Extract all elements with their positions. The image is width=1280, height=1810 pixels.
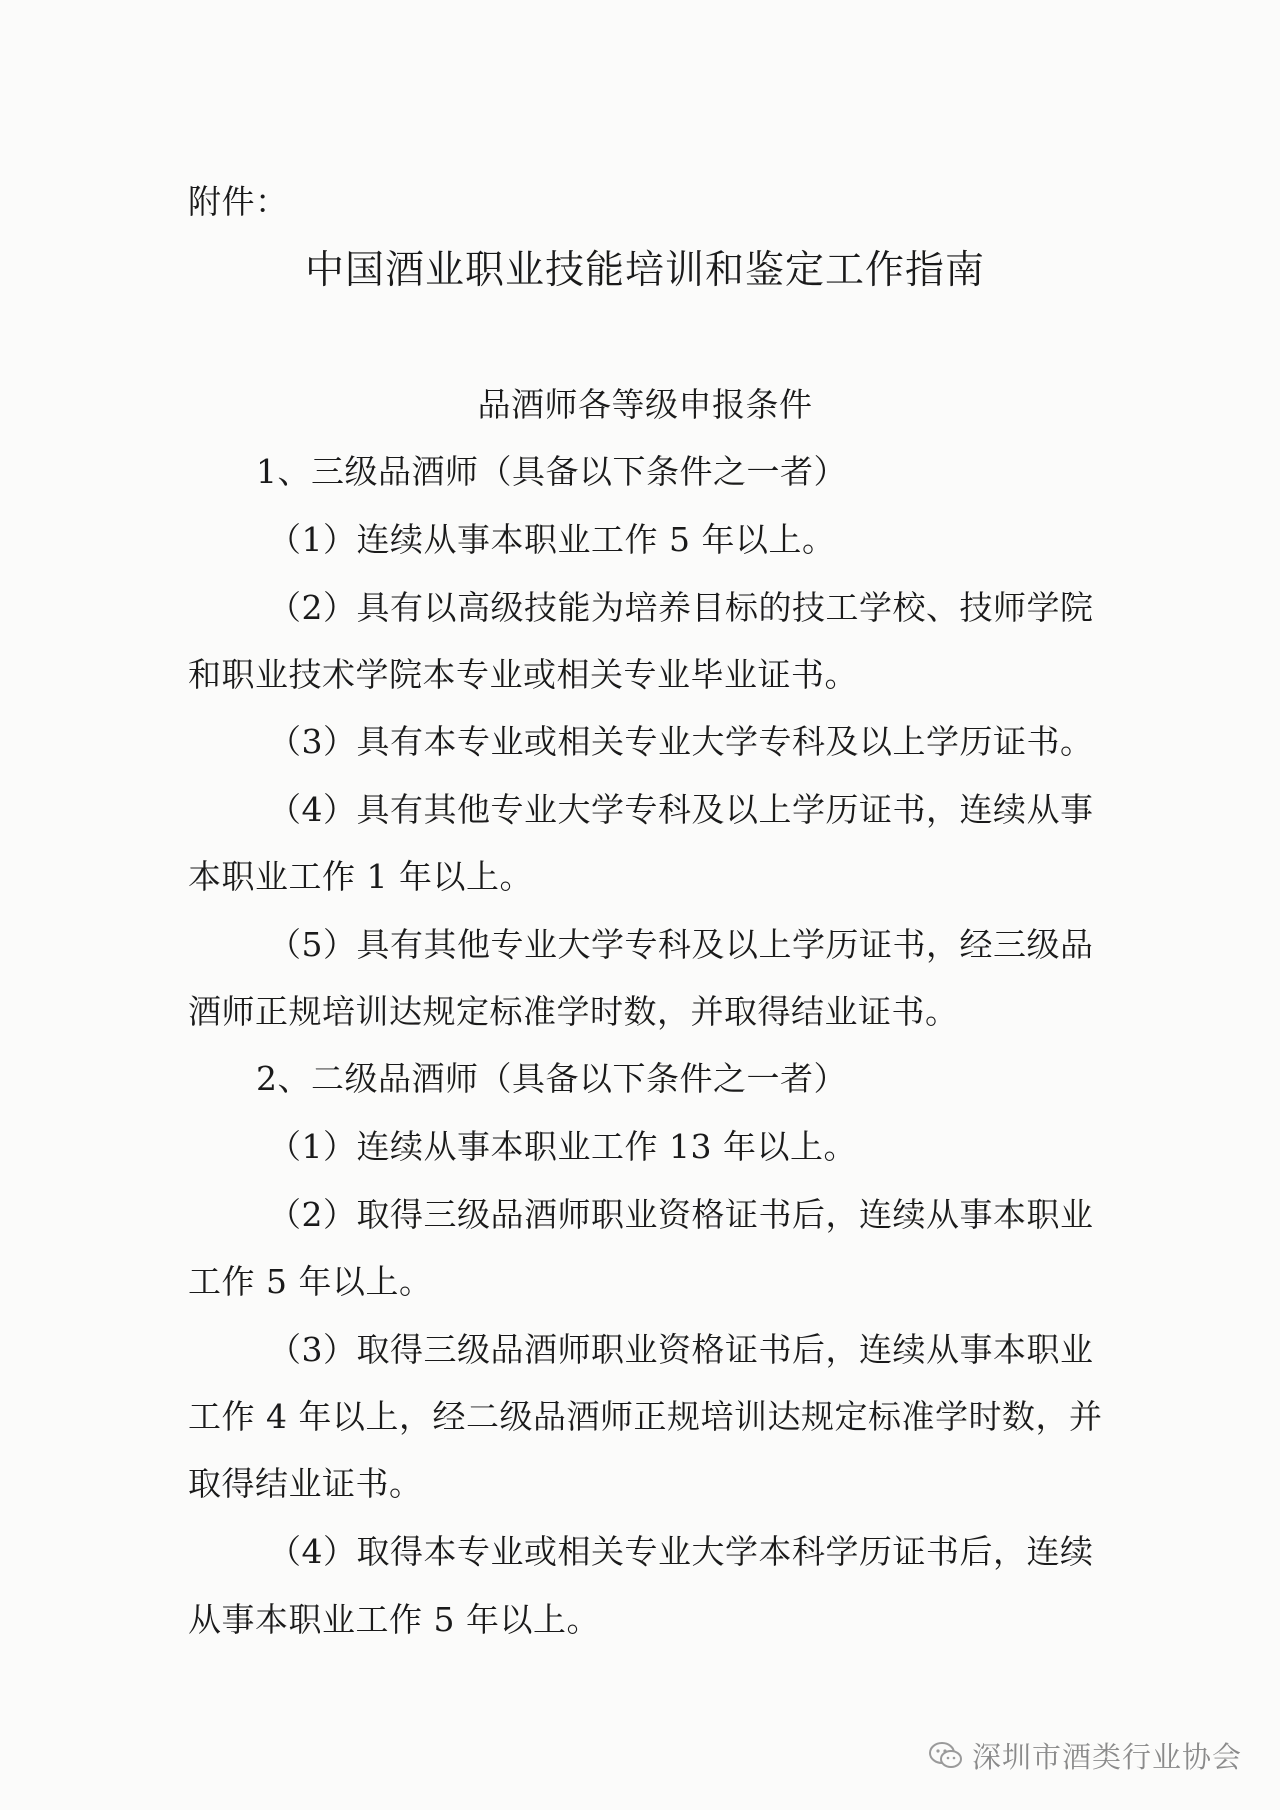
wechat-icon [928,1741,964,1771]
condition-line: （4）取得本专业或相关专业大学本科学历证书后，连续 [268,1532,1094,1571]
condition-line: （3）具有本专业或相关专业大学专科及以上学历证书。 [268,722,1094,761]
level-heading: 2、二级品酒师（具备以下条件之一者） [256,1059,847,1098]
condition-line: 从事本职业工作 5 年以上。 [188,1600,600,1639]
level-heading: 1、三级品酒师（具备以下条件之一者） [256,452,847,491]
condition-line: （1）连续从事本职业工作 5 年以上。 [268,520,836,559]
condition-line: 本职业工作 1 年以上。 [188,857,533,896]
condition-line: （2）取得三级品酒师职业资格证书后，连续从事本职业 [268,1195,1094,1234]
watermark-text: 深圳市酒类行业协会 [971,1740,1242,1774]
condition-line: 和职业技术学院本专业或相关专业毕业证书。 [188,655,858,694]
condition-line: （3）取得三级品酒师职业资格证书后，连续从事本职业 [268,1330,1094,1369]
section-heading: 品酒师各等级申报条件 [477,385,813,424]
watermark [928,1735,1242,1776]
condition-line: 酒师正规培训达规定标准学时数，并取得结业证书。 [188,992,959,1031]
condition-line: （1）连续从事本职业工作 13 年以上。 [268,1127,857,1166]
condition-line: （4）具有其他专业大学专科及以上学历证书，连续从事 [268,790,1094,829]
condition-line: 工作 4 年以上，经二级品酒师正规培训达规定标准学时数，并 [188,1397,1103,1436]
condition-line: 取得结业证书。 [188,1464,423,1503]
condition-line: （2）具有以高级技能为培养目标的技工学校、技师学院 [268,588,1094,627]
document-title: 中国酒业职业技能培训和鉴定工作指南 [304,248,985,293]
condition-line: （5）具有其他专业大学专科及以上学历证书，经三级品 [268,925,1094,964]
attachment-label: 附件： [188,182,289,221]
condition-line: 工作 5 年以上。 [188,1262,433,1301]
